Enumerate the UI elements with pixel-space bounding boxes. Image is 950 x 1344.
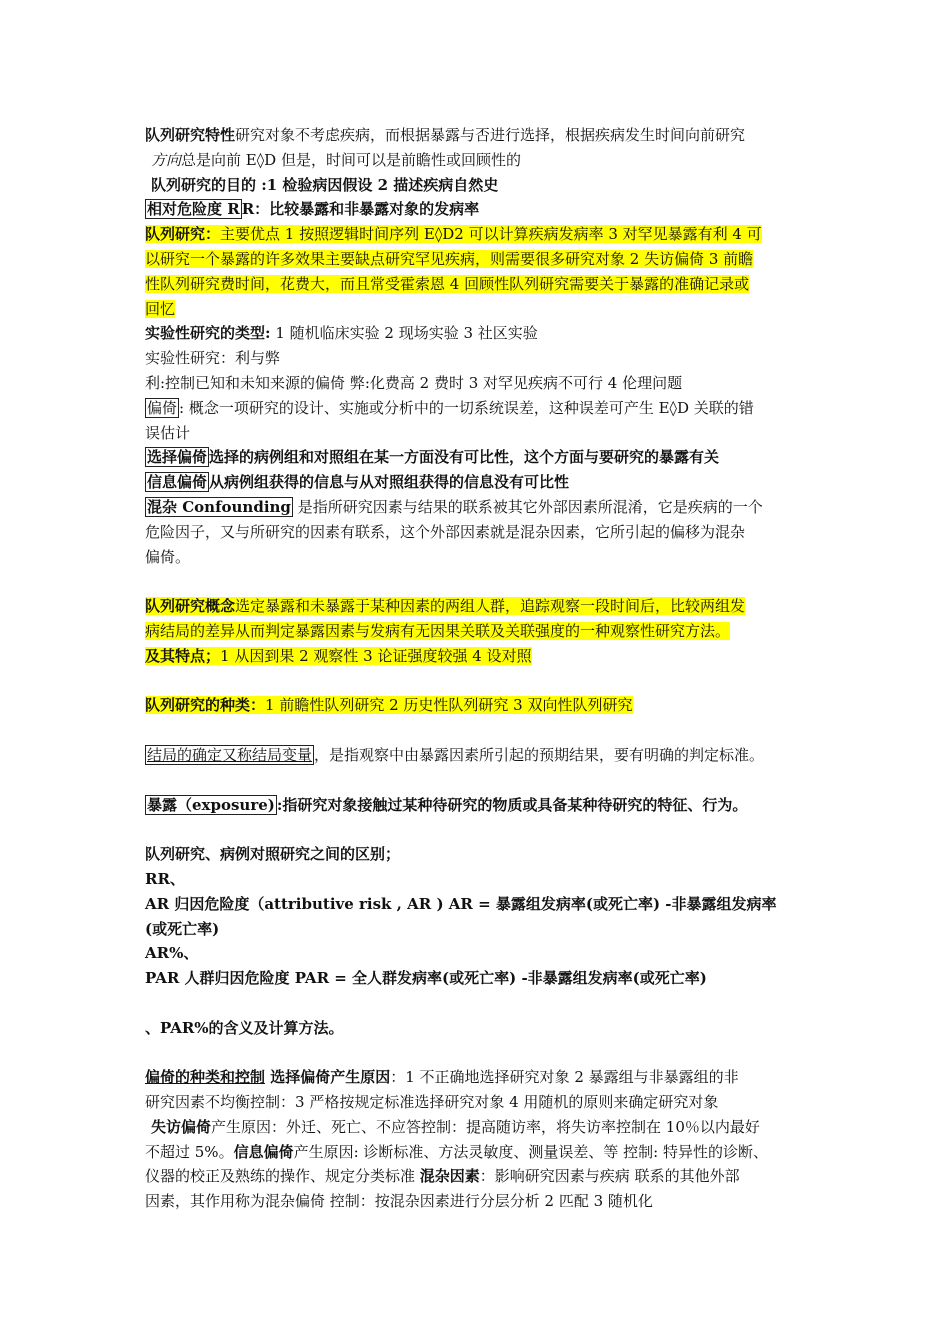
experimental-details: 利:控制已知和未知来源的偏倚 弊:化费高 2 费时 3 对罕见疾病不可行 4 伦理问题 <box>145 373 683 392</box>
cohort-adv-text: 主要优点 1 按照逻辑时间序列 E◊D2 可以计算疾病发病率 3 对罕见暴露有利 4 可 <box>220 225 762 244</box>
selection-bias-text: 选择的病例组和对照组在某一方面没有可比性，这个方面与要研究的暴露有关 <box>209 448 720 467</box>
direction-text: 总是向前 E◊D 但是，时间可以是前瞻性或回顾性的 <box>181 150 521 169</box>
info-bias-line: 不超过 5%。信息偏倚产生原因: 诊断标准、方法灵敏度、测量误差、等 控制: 特异性的诊断、 <box>145 1142 769 1161</box>
cohort-concept-heading: 队列研究概念 <box>145 597 236 616</box>
cohort-adv-line: 以研究一个暴露的许多效果主要缺点研究罕见疾病，则需要很多研究对象 2 失访偏倚 3 前瞻 <box>145 249 754 268</box>
diff-heading: 队列研究、病例对照研究之间的区别； <box>145 845 401 864</box>
bias-types-title: 偏倚的种类和控制 <box>145 1068 266 1087</box>
cohort-types-heading: 队列研究的种类： <box>145 696 266 715</box>
confounder-control-text: 因素，其作用称为混杂偏倚 控制：按混杂因素进行分层分析 2 匹配 3 随机化 <box>145 1192 653 1211</box>
information-bias-text: 从病例组获得的信息与从对照组获得的信息没有可比性 <box>209 473 570 492</box>
confounding-text-cont: 危险因子，又与所研究的因素有联系，这个外部因素就是混杂因素，它所引起的偏移为混杂 <box>145 522 746 541</box>
cohort-feature-text: 研究对象不考虑疾病，而根据暴露与否进行选择，根据疾病发生时间向前研究 <box>235 126 746 144</box>
outcome-term: 结局的确定又称结局变量 <box>147 745 313 764</box>
loss-bias-text: 产生原因：外迁、死亡、不应答控制：提高随访率，将失访率控制在 10％以内最好 <box>211 1117 760 1136</box>
info-bias-heading: 信息偏倚 <box>233 1142 294 1161</box>
outcome-line <box>145 743 810 768</box>
confounder-line: 仪器的校正及熟练的操作、规定分类标准 混杂因素：影响研究因素与疾病 联系的其他外部 <box>145 1167 740 1186</box>
relative-risk-text: R：比较暴露和非暴露对象的发病率 <box>241 200 480 219</box>
cohort-advantages <box>145 222 810 321</box>
par-line: PAR 人群归因危险度 PAR = 全人群发病率(或死亡率) -非暴露组发病率(或死亡率) <box>145 969 707 988</box>
cohort-concept-text: 选定暴露和未暴露于某种因素的两组人群，追踪观察一段时间后，比较两组发 <box>235 597 746 616</box>
outcome-text: ，是指观察中由暴露因素所引起的预期结果，要有明确的判定标准。 <box>314 745 765 764</box>
cohort-features-text: 1 从因到果 2 观察性 3 论证强度较强 4 设对照 <box>220 646 532 665</box>
par-percent-line: 、PAR%的含义及计算方法。 <box>145 1018 344 1037</box>
selection-bias-cause-text: ：1 不正确地选择研究对象 2 暴露组与非暴露组的非 <box>390 1068 739 1087</box>
confounding-term: 混杂 Confounding <box>147 497 291 516</box>
bias-types-text: 研究因素不均衡控制：3 严格按规定标准选择研究对象 4 用随机的原则来确定研究对象 <box>145 1093 719 1112</box>
exposure-text: :指研究对象接触过某种待研究的物质或具备某种待研究的特征、行为。 <box>276 795 748 814</box>
selection-bias-term: 选择偏倚 <box>147 448 208 467</box>
cohort-feature-heading: 队列研究特性 <box>145 126 236 144</box>
cohort-types <box>145 693 810 718</box>
information-bias-term: 信息偏倚 <box>147 473 208 492</box>
confounding-text: 是指所研究因素与结果的联系被其它外部因素所混淆，它是疾病的一个 <box>292 497 763 516</box>
exposure-term: 暴露（exposure) <box>147 795 275 814</box>
doc-line <box>145 148 810 173</box>
loss-bias-heading: 失访偏倚 <box>151 1117 212 1136</box>
cohort-purpose: 队列研究的目的 :1 检验病因假设 2 描述疾病自然史 <box>151 175 499 194</box>
bias-text-cont: 误估计 <box>145 423 191 442</box>
loss-bias-line <box>145 1115 810 1140</box>
confounding-text-cont: 偏倚。 <box>145 547 191 566</box>
experimental-heading: 实验性研究的类型: <box>145 324 271 343</box>
doc-line <box>145 321 810 346</box>
bias-term: 偏倚 <box>147 398 178 417</box>
experimental-pros-cons: 实验性研究：利与弊 <box>145 349 281 368</box>
ar-line-cont: (或死亡率) <box>145 919 220 938</box>
selection-bias-cause-heading: 选择偏倚产生原因 <box>265 1068 391 1087</box>
experimental-text: 1 随机临床实验 2 现场实验 3 社区实验 <box>270 324 538 343</box>
info-bias-text: 产生原因: 诊断标准、方法灵敏度、测量误差、等 控制: 特异性的诊断、 <box>293 1142 769 1161</box>
cohort-adv-line: 回忆 <box>145 299 176 318</box>
confounding-line <box>145 495 810 520</box>
cohort-adv-heading: 队列研究： <box>145 225 221 244</box>
cohort-features-heading: 及其特点； <box>145 646 221 665</box>
doc-line <box>145 123 810 148</box>
confounder-text: ：影响研究因素与疾病 联系的其他外部 <box>479 1167 740 1186</box>
rr-line: RR、 <box>145 869 185 888</box>
cohort-concept <box>145 594 810 668</box>
selection-bias-line <box>145 445 810 470</box>
direction-term: 方向 <box>151 150 182 169</box>
cohort-concept-line: 病结局的差异从而判定暴露因素与发病有无因果关联及关联强度的一种观察性研究方法。 <box>145 621 731 640</box>
cohort-adv-line: 性队列研究费时间，花费大，而且常受霍索恩 4 回顾性队列研究需要关于暴露的准确记录或 <box>145 274 750 293</box>
doc-line <box>145 396 810 421</box>
information-bias-line <box>145 470 810 495</box>
bias-text: : 概念一项研究的设计、实施或分析中的一切系统误差，这种误差可产生 E◊D 关联的错 <box>179 398 754 417</box>
bias-types-line <box>145 1065 810 1090</box>
cohort-types-text: 1 前瞻性队列研究 2 历史性队列研究 3 双向性队列研究 <box>265 696 633 715</box>
ar-percent-line: AR%、 <box>145 944 199 963</box>
exposure-line <box>145 793 810 818</box>
relative-risk-term: 相对危险度 R <box>147 200 240 219</box>
ar-line: AR 归因危险度（attributive risk , AR ) AR = 暴露组发病率(或死亡率) -非暴露组发病率 <box>145 894 777 913</box>
confounder-heading: 混杂因素 <box>419 1167 480 1186</box>
relative-risk-line <box>145 197 810 222</box>
